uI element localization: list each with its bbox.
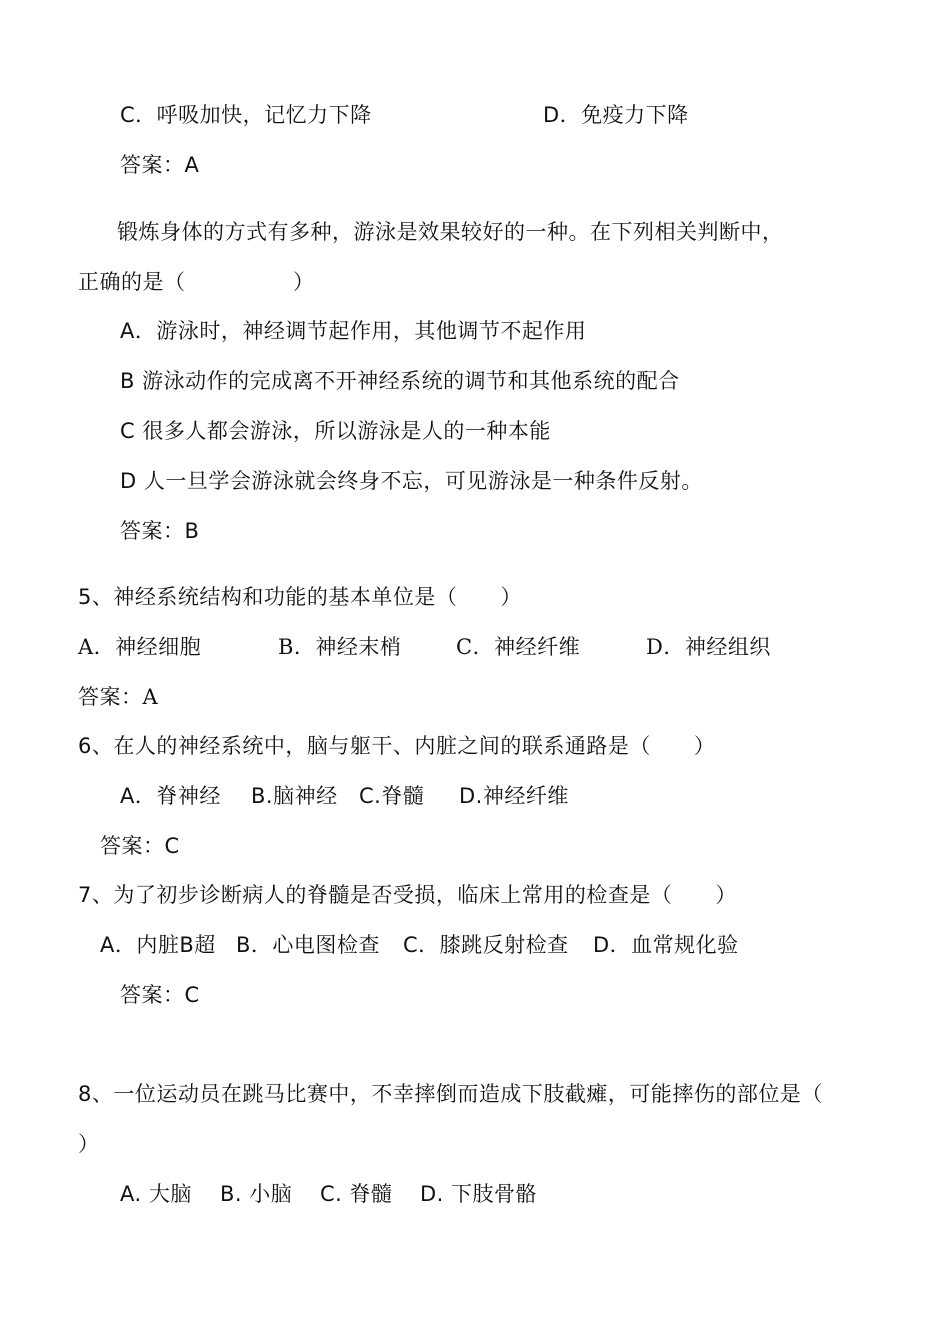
q5-option-c: C．神经纤维 bbox=[456, 635, 581, 659]
q7-option-b: B．心电图检查 bbox=[236, 933, 380, 957]
swim-answer: 答案：B bbox=[120, 519, 200, 543]
q8-stem-line1: 8、一位运动员在跳马比赛中，不幸摔倒而造成下肢截瘫，可能摔伤的部位是（ bbox=[78, 1082, 823, 1106]
q7-answer: 答案：C bbox=[120, 983, 200, 1007]
q6-option-b: B.脑神经 bbox=[251, 784, 338, 808]
q5-answer: 答案：A bbox=[78, 685, 159, 709]
q6-answer: 答案：C bbox=[100, 834, 180, 858]
q7-options bbox=[100, 930, 739, 960]
q6-options bbox=[120, 781, 569, 811]
swim-option-a: A．游泳时，神经调节起作用，其他调节不起作用 bbox=[120, 319, 587, 343]
q5-option-b: B．神经末梢 bbox=[278, 635, 402, 659]
q7-stem: 7、为了初步诊断病人的脊髓是否受损，临床上常用的检查是（ ） bbox=[78, 883, 737, 907]
q6-option-c: C.脊髓 bbox=[359, 784, 425, 808]
swim-option-d: D 人一旦学会游泳就会终身不忘，可见游泳是一种条件反射。 bbox=[120, 469, 703, 493]
q8-option-c: C. 脊髓 bbox=[320, 1182, 393, 1206]
swim-option-c: C 很多人都会游泳，所以游泳是人的一种本能 bbox=[120, 419, 551, 443]
q8-options bbox=[120, 1179, 537, 1209]
swim-option-b: B 游泳动作的完成离不开神经系统的调节和其他系统的配合 bbox=[120, 369, 680, 393]
q5-stem: 5、神经系统结构和功能的基本单位是（ ） bbox=[78, 585, 522, 609]
q7-option-a: A．内脏B超 bbox=[100, 933, 216, 957]
q6-stem: 6、在人的神经系统中，脑与躯干、内脏之间的联系通路是（ ） bbox=[78, 734, 716, 758]
q6-option-d: D.神经纤维 bbox=[459, 784, 569, 808]
q7-option-d: D．血常规化验 bbox=[593, 933, 739, 957]
q5-option-d: D．神经组织 bbox=[646, 635, 771, 659]
q5-option-a: A．神经细胞 bbox=[78, 635, 202, 659]
q8-option-d: D. 下肢骨骼 bbox=[420, 1182, 538, 1206]
prev-option-c: C．呼吸加快，记忆力下降 bbox=[120, 103, 372, 127]
q5-options bbox=[78, 632, 771, 662]
q6-option-a: A．脊神经 bbox=[120, 784, 221, 808]
prev-option-d: D．免疫力下降 bbox=[543, 103, 689, 127]
swim-stem-line2: 正确的是（ ） bbox=[78, 270, 315, 294]
prev-answer: 答案：A bbox=[120, 153, 200, 177]
q8-stem-line2: ） bbox=[78, 1132, 100, 1156]
q8-option-a: A. 大脑 bbox=[120, 1182, 192, 1206]
q8-option-b: B. 小脑 bbox=[220, 1182, 293, 1206]
q7-option-c: C．膝跳反射检查 bbox=[403, 933, 569, 957]
swim-stem-line1: 锻炼身体的方式有多种，游泳是效果较好的一种。在下列相关判断中， bbox=[117, 220, 784, 244]
